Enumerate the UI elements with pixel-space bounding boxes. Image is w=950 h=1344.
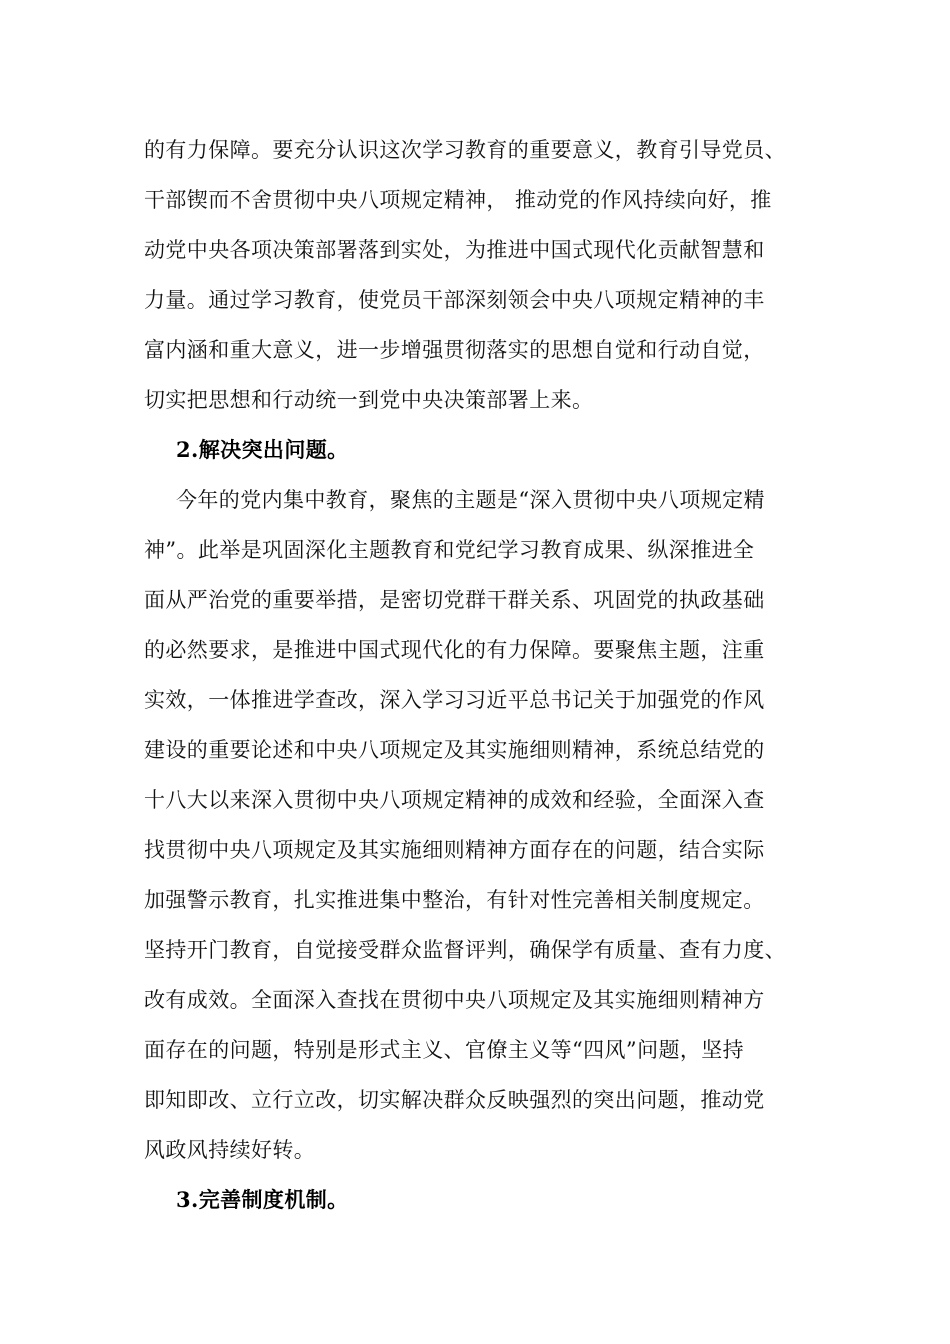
text-line: 坚持开门教育，自觉接受群众监督评判，确保学有质量、查有力度、 xyxy=(144,938,786,962)
text-line: 的必然要求，是推进中国式现代化的有力保障。要聚焦主题，注重 xyxy=(144,638,765,662)
text-line: 找贯彻中央八项规定及其实施细则精神方面存在的问题，结合实际 xyxy=(144,838,765,862)
text-line: 面从严治党的重要举措，是密切党群干群关系、巩固党的执政基础 xyxy=(144,588,765,612)
text-line: 力量。通过学习教育，使党员干部深刻领会中央八项规定精神的丰 xyxy=(144,288,765,312)
text-line: 切实把思想和行动统一到党中央决策部署上来。 xyxy=(144,388,594,412)
text-line: 改有成效。全面深入查找在贯彻中央八项规定及其实施细则精神方 xyxy=(144,988,765,1012)
text-line: 的有力保障。要充分认识这次学习教育的重要意义，教育引导党员、 xyxy=(144,138,786,162)
text-line: 加强警示教育，扎实推进集中整治，有针对性完善相关制度规定。 xyxy=(144,888,765,912)
text-line: 今年的党内集中教育，聚焦的主题是“深入贯彻中央八项规定精 xyxy=(176,488,765,512)
section-heading-2: 2.解决突出问题。 xyxy=(176,437,349,462)
text-line: 神”。此举是巩固深化主题教育和党纪学习教育成果、纵深推进全 xyxy=(144,538,755,562)
text-line: 即知即改、立行立改，切实解决群众反映强烈的突出问题，推动党 xyxy=(144,1088,765,1112)
text-line: 实效，一体推进学查改，深入学习习近平总书记关于加强党的作风 xyxy=(144,688,765,712)
text-line: 风政风持续好转。 xyxy=(144,1138,316,1162)
text-line: 富内涵和重大意义，进一步增强贯彻落实的思想自觉和行动自觉， xyxy=(144,338,765,362)
text-line: 动党中央各项决策部署落到实处，为推进中国式现代化贡献智慧和 xyxy=(144,238,765,262)
text-line: 面存在的问题，特别是形式主义、官僚主义等“四风”问题，坚持 xyxy=(144,1038,745,1062)
text-line: 建设的重要论述和中央八项规定及其实施细则精神，系统总结党的 xyxy=(144,738,765,762)
section-heading-3: 3.完善制度机制。 xyxy=(176,1187,349,1212)
text-line: 干部锲而不舍贯彻中央八项规定精神， 推动党的作风持续向好，推 xyxy=(144,188,772,212)
text-line: 十八大以来深入贯彻中央八项规定精神的成效和经验，全面深入查 xyxy=(144,788,765,812)
